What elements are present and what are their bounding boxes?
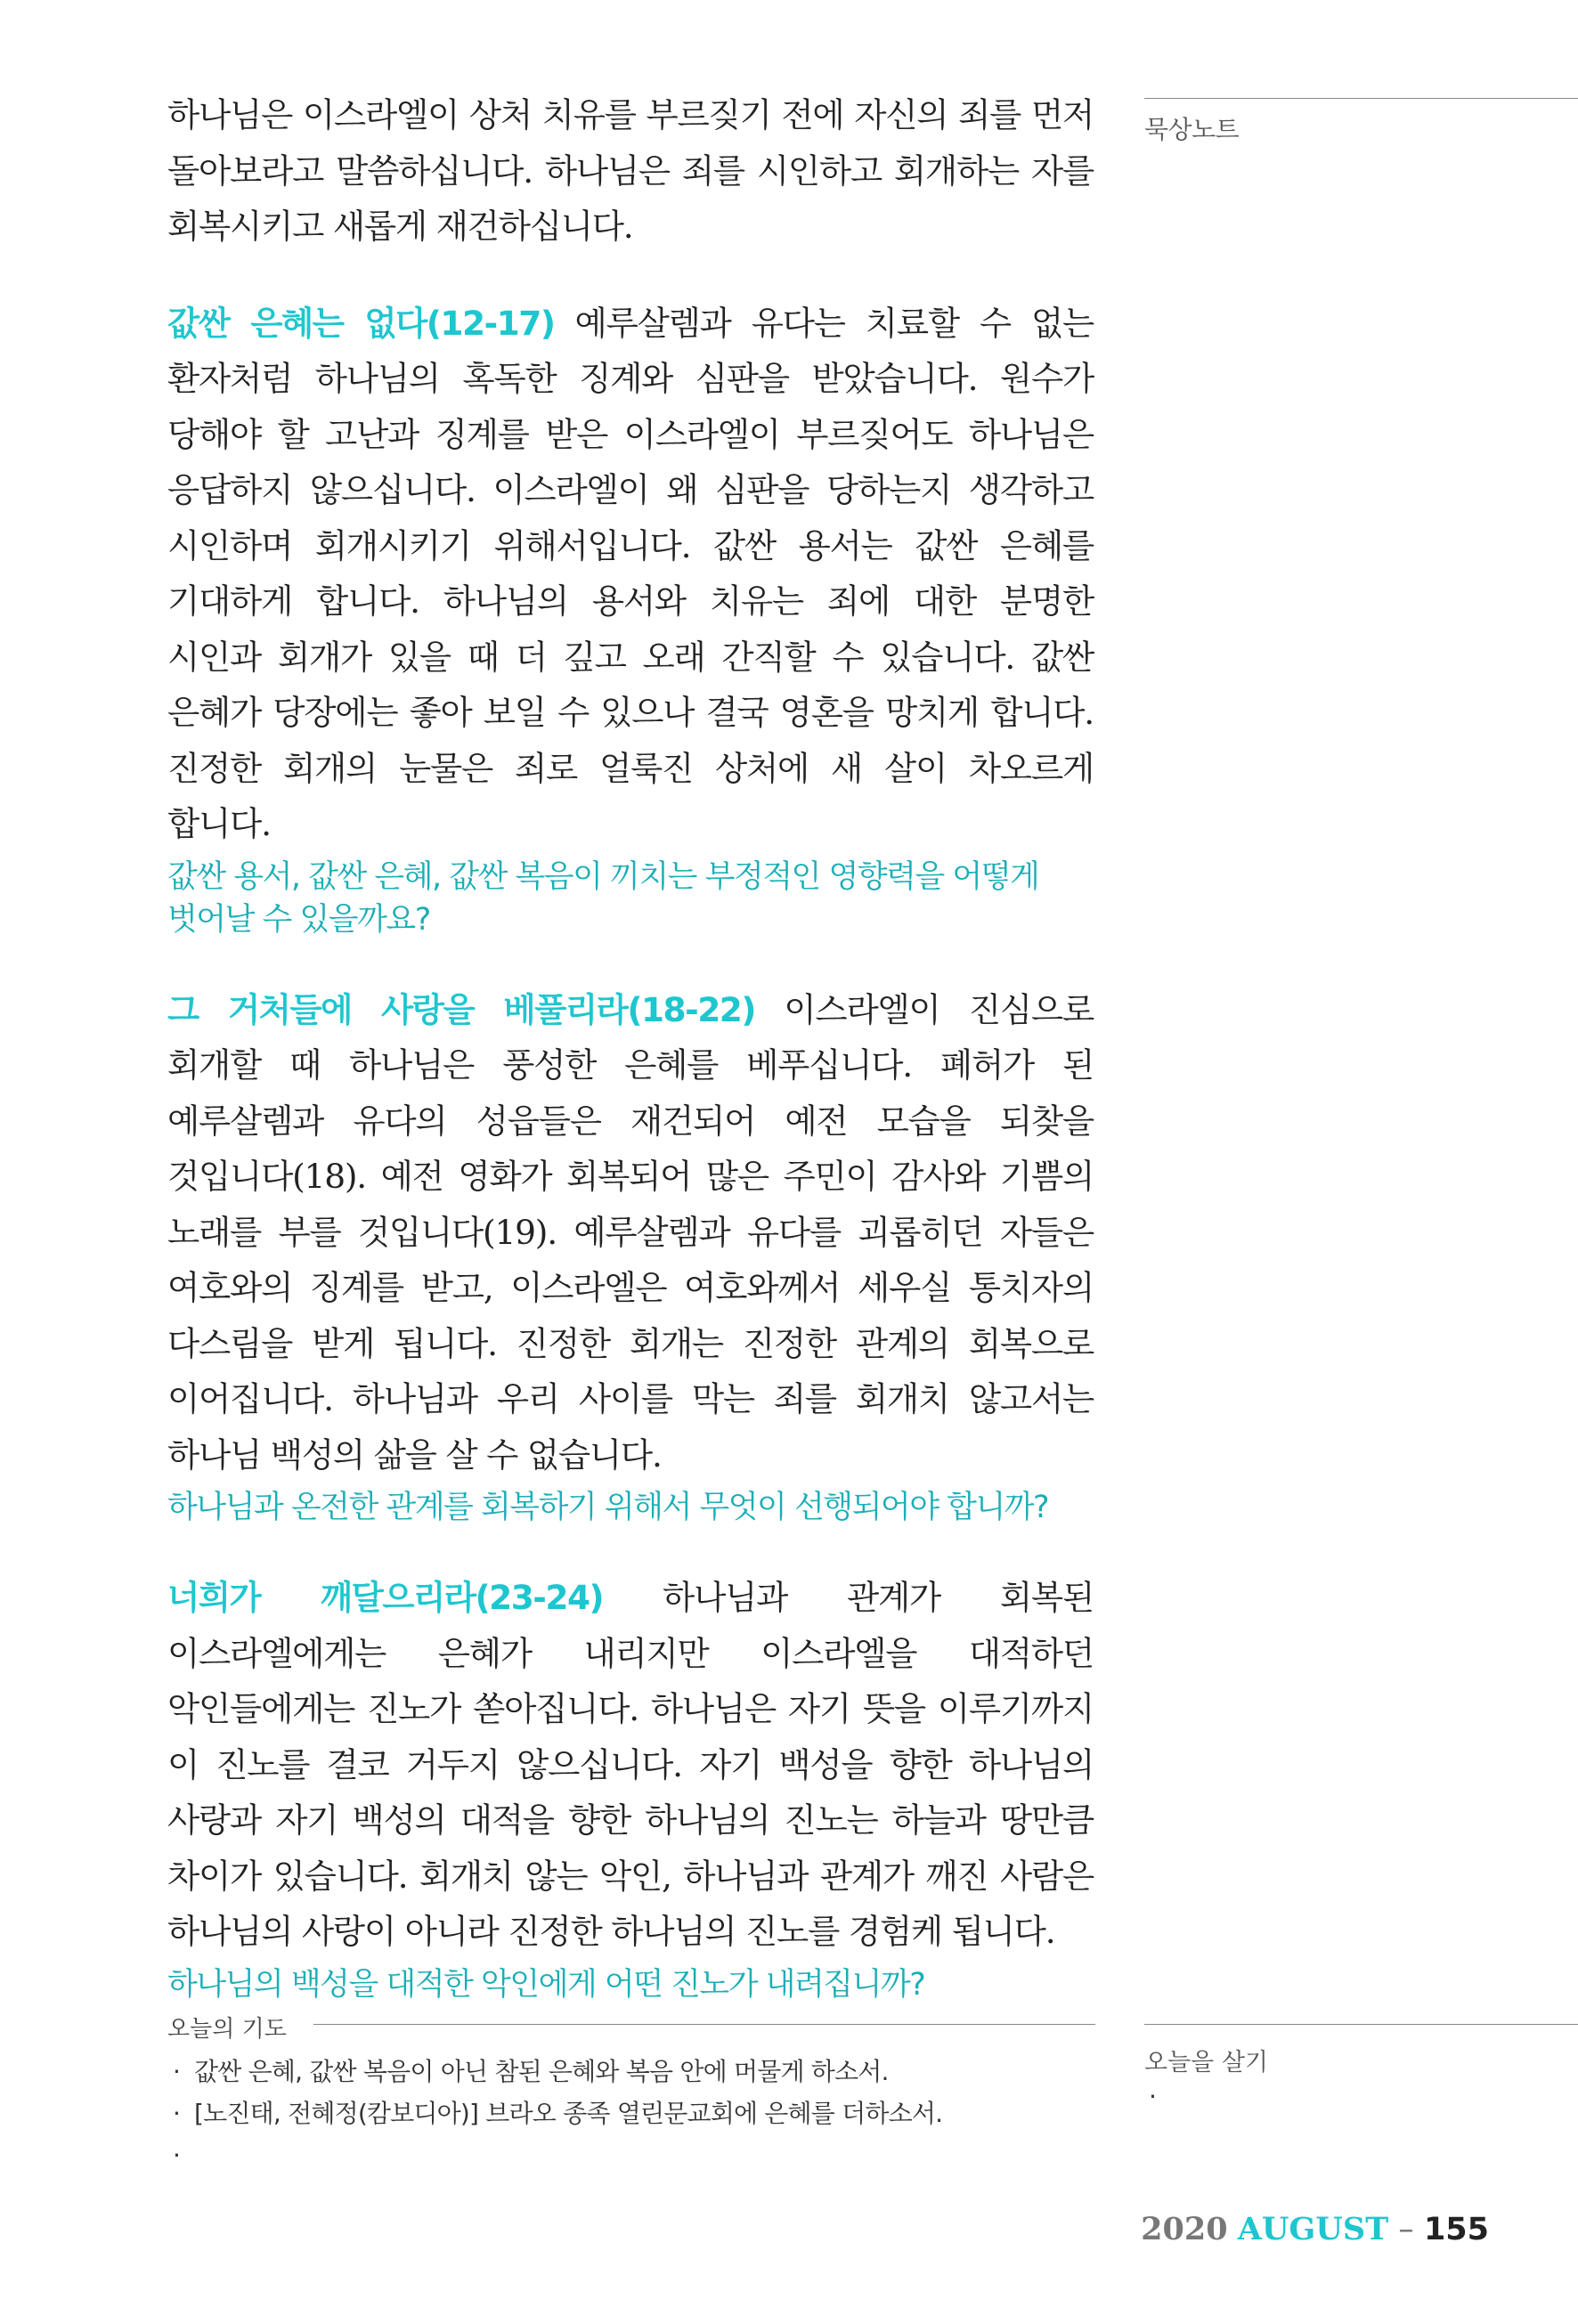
section-heading: 그 거처들에 사랑을 베풀리라(18-22): [167, 989, 756, 1029]
prayer-divider: [313, 2024, 1095, 2025]
section-body: 하나님과 관계가 회복된 이스라엘에게는 은혜가 내리지만 이스라엘을 대적하던 악인들에게는 진노가 쏟아집니다. 하나님은 자기 뜻을 이루기까지 이 진노를 결코 거두지 않으십니다. 자기 백성을 향한 하나님의 사랑과 자기 백성의 대적을 향한 하나님의 진노는 하늘과 땅만큼 차이가 있습니다. 회개치 않는 악인, 하나님과 관계가 깨진 사람은 하나님의 사랑이 아니라 진정한 하나님의 진노를 경험케 됩니다.: [167, 1578, 1094, 1951]
footer-dash: –: [1398, 2212, 1414, 2247]
sidebar-top-divider: [1144, 98, 1578, 99]
reflection-question: 값싼 용서, 값싼 은혜, 값싼 복음이 끼치는 부정적인 영향력을 어떻게 벗어날 수 있을까요?: [167, 858, 1039, 938]
prayer-item: [173, 2092, 1099, 2134]
reflection-question: 하나님과 온전한 관계를 회복하기 위해서 무엇이 선행되어야 합니까?: [167, 1490, 1049, 1525]
footer-month: AUGUST: [1237, 2211, 1389, 2247]
main-content: [167, 87, 1094, 2047]
today-bullet: ·: [1149, 2082, 1157, 2111]
section-body: 예루살렘과 유다는 치료할 수 없는 환자처럼 하나님의 혹독한 징계와 심판을 받았습니다. 원수가 당해야 할 고난과 징계를 받은 이스라엘이 부르짖어도 하나님은 응답하지 않으십니다. 이스라엘이 왜 심판을 당하는지 생각하고 시인하며 회개시키기 위해서입니다. 값싼 용서는 값싼 은혜를 기대하게 합니다. 하나님의 용서와 치유는 죄에 대한 분명한 시인과 회개가 있을 때 더 깊고 오래 간직할 수 있습니다. 값싼 은혜가 당장에는 좋아 보일 수 있으나 결국 영혼을 망치게 합니다. 진정한 회개의 눈물은 죄로 얼룩진 상처에 새 살이 차오르게 합니다.: [167, 303, 1094, 843]
section-heading: 값싼 은혜는 없다(12-17): [167, 303, 555, 343]
prayer-text: 값싼 은혜, 값싼 복음이 아닌 참된 은혜와 복음 안에 머물게 하소서.: [194, 2057, 889, 2086]
page-footer: [1141, 2211, 1489, 2247]
section-heading: 너희가 깨달으리라(23-24): [167, 1578, 604, 1617]
intro-paragraph: 하나님은 이스라엘이 상처 치유를 부르짖기 전에 자신의 죄를 먼저 돌아보라고 말씀하십니다. 하나님은 죄를 시인하고 회개하는 자를 회복시키고 새롭게 재건하십니다.: [167, 95, 1094, 246]
footer-year: 2020: [1141, 2211, 1228, 2247]
page-number: 155: [1423, 2212, 1489, 2247]
prayer-label: 오늘의 기도: [167, 2016, 287, 2043]
today-divider: [1144, 2024, 1578, 2025]
bullet-icon: ·: [173, 2057, 181, 2086]
bullet-icon: ·: [173, 2099, 181, 2128]
section-paragraph: [167, 296, 1094, 852]
prayer-item: [173, 2051, 1099, 2092]
section-body: 이스라엘이 진심으로 회개할 때 하나님은 풍성한 은혜를 베푸십니다. 폐허가 된 예루살렘과 유다의 성읍들은 재건되어 예전 모습을 되찾을 것입니다(18). 예전 영화가 회복되어 많은 주민이 감사와 기쁨의 노래를 부를 것입니다(19). 예루살렘과 유다를 괴롭히던 자들은 여호와의 징계를 받고, 이스라엘은 여호와께서 세우실 통치자의 다스림을 받게 됩니다. 진정한 회개는 진정한 관계의 회복으로 이어집니다. 하나님과 우리 사이를 막는 죄를 회개치 않고서는 하나님 백성의 삶을 살 수 없습니다.: [167, 989, 1094, 1475]
section-paragraph: [167, 982, 1094, 1483]
reflection-question: 하나님의 백성을 대적한 악인에게 어떤 진노가 내려집니까?: [167, 1966, 925, 2003]
prayer-text: [노진태, 전혜정(캄보디아)] 브라오 종족 열린문교회에 은혜를 더하소서.: [194, 2099, 943, 2128]
section-paragraph: [167, 1570, 1094, 1960]
sidebar-title: 묵상노트: [1144, 115, 1240, 144]
prayer-list: [173, 2051, 1099, 2176]
bullet-icon: ·: [173, 2141, 181, 2170]
today-label: 오늘을 살기: [1144, 2049, 1268, 2076]
prayer-item: [173, 2134, 1099, 2176]
